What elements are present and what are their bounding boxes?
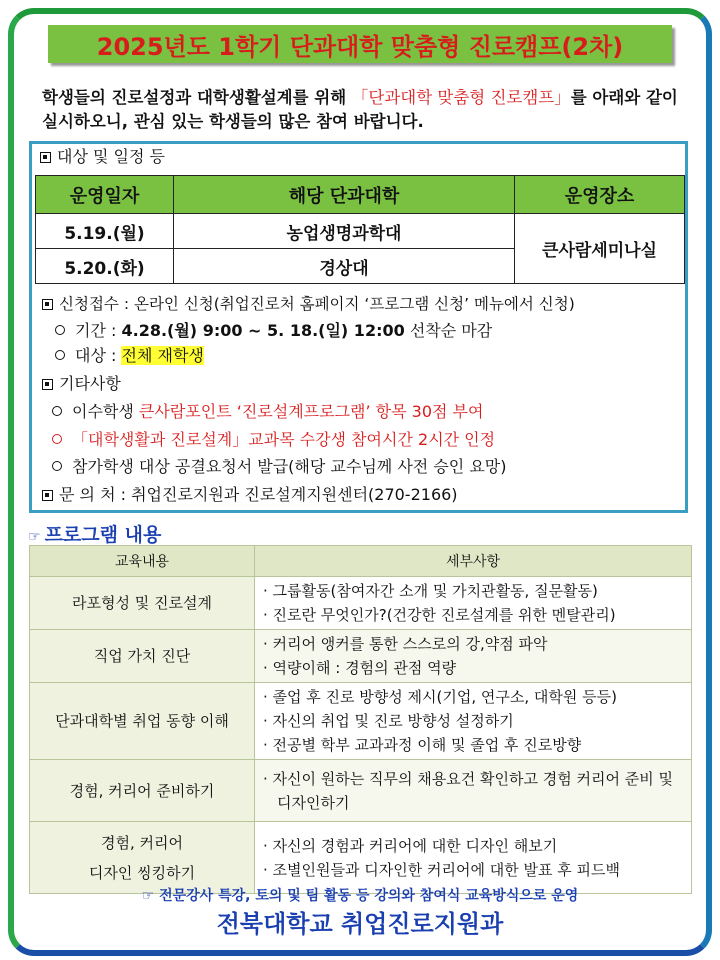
program-table — [29, 545, 692, 894]
detail-text: 전공별 학부 교과과정 이해 및 졸업 후 진로방향 — [272, 736, 582, 754]
pointing-hand-icon: ☞ — [28, 529, 41, 545]
topic-line: 디자인 씽킹하기 — [88, 863, 196, 882]
circle-bullet-icon — [55, 350, 65, 360]
program-topic: 직업 가치 진단 — [30, 630, 255, 683]
detail-text: 그룹활동(참여자간 소개 및 가치관활동, 질문활동) — [272, 582, 598, 600]
contact-line — [42, 484, 458, 506]
schedule-header-row — [36, 176, 685, 214]
program-header-row — [30, 546, 692, 577]
topic-line: 경험, 커리어 — [101, 833, 183, 852]
detail-text: 역량이해 : 경험의 관점 역량 — [272, 659, 457, 677]
etc-heading-label: 기타사항 — [59, 374, 121, 393]
apply-heading — [42, 293, 575, 315]
etc-item3-text: 참가학생 대상 공결요청서 발급(해당 교수님께 사전 승인 요망) — [72, 457, 507, 476]
schedule-college: 농업생명과학대 — [174, 214, 515, 249]
detail-item: · 조별인원들과 디자인한 커리어에 대한 발표 후 피드백 — [263, 860, 620, 879]
detail-item: · 그룹활동(참여자간 소개 및 가치관활동, 질문활동) — [263, 582, 598, 600]
schedule-date: 5.20.(화) — [36, 249, 174, 284]
program-details — [255, 822, 692, 894]
schedule-heading — [40, 146, 165, 168]
intro-paragraph — [42, 86, 682, 134]
program-topic: 경험, 커리어 준비하기 — [30, 760, 255, 822]
detail-item: · 자신의 취업 및 진로 방향성 설정하기 — [263, 712, 514, 730]
schedule-row — [36, 214, 685, 249]
detail-item: · 전공별 학부 교과과정 이해 및 졸업 후 진로방향 — [263, 736, 582, 754]
program-row — [30, 760, 692, 822]
target-label: 대상 : — [75, 346, 122, 365]
detail-text: 졸업 후 진로 방향성 제시(기업, 연구소, 대학원 등등) — [272, 688, 617, 706]
detail-item: · 진로란 무엇인가?(건강한 진로설계를 위한 멘탈관리) — [263, 606, 616, 624]
etc-item2-text: 「대학생활과 진로설계」교과목 수강생 참여시간 2시간 인정 — [72, 430, 496, 449]
detail-item: · 역량이해 : 경험의 관점 역량 — [263, 659, 457, 677]
detail-text: 자신의 경험과 커리어에 대한 디자인 해보기 — [272, 836, 558, 855]
square-bullet-icon — [40, 152, 51, 163]
detail-item: · 자신이 원하는 직무의 채용요건 확인하고 경험 커리어 준비 및 디자인하기 — [263, 769, 673, 812]
etc-heading — [42, 373, 121, 395]
program-topic — [30, 822, 255, 894]
program-heading-label: 프로그램 내용 — [44, 524, 162, 546]
circle-bullet-icon — [52, 434, 62, 444]
schedule-venue: 큰사람세미나실 — [515, 214, 685, 284]
detail-text: 자신이 원하는 직무의 채용요건 확인하고 경험 커리어 준비 및 디자인하기 — [272, 769, 673, 812]
detail-text: 자신의 취업 및 진로 방향성 설정하기 — [272, 712, 514, 730]
detail-text: 진로란 무엇인가?(건강한 진로설계를 위한 멘탈관리) — [272, 606, 616, 624]
detail-item: · 자신의 경험과 커리어에 대한 디자인 해보기 — [263, 836, 558, 855]
schedule-heading-label: 대상 및 일정 등 — [57, 147, 165, 166]
program-details — [255, 630, 692, 683]
etc-item1-prefix: 이수학생 — [72, 402, 139, 421]
schedule-college: 경상대 — [174, 249, 515, 284]
program-details — [255, 683, 692, 760]
circle-bullet-icon — [52, 461, 62, 471]
program-details — [255, 760, 692, 822]
square-bullet-icon — [42, 490, 53, 501]
program-row — [30, 577, 692, 630]
square-bullet-icon — [42, 299, 53, 310]
detail-item: · 졸업 후 진로 방향성 제시(기업, 연구소, 대학원 등등) — [263, 688, 617, 706]
circle-bullet-icon — [55, 325, 65, 335]
apply-heading-label: 신청접수 : 온라인 신청(취업진로처 홈페이지 ‘프로그램 신청’ 메뉴에서 신청) — [59, 295, 575, 313]
period-suffix: 선착순 마감 — [404, 321, 493, 340]
header-college: 해당 단과대학 — [174, 176, 515, 214]
program-row — [30, 822, 692, 894]
program-row — [30, 683, 692, 760]
header-details: 세부사항 — [255, 546, 692, 577]
apply-period — [55, 320, 492, 342]
intro-highlight: 「단과대학 맞춤형 진로캠프」 — [351, 88, 571, 107]
program-details — [255, 577, 692, 630]
etc-item-course — [52, 429, 495, 451]
footer-note-text: 전문강사 특강, 토의 및 팀 활동 등 강의와 참여식 교육방식으로 운영 — [159, 888, 579, 904]
program-heading — [28, 520, 161, 547]
schedule-table — [35, 175, 685, 284]
page-title: 2025년도 1학기 단과대학 맞춤형 진로캠프(2차) — [48, 25, 672, 63]
detail-text: 조별인원들과 디자인한 커리어에 대한 발표 후 피드백 — [272, 860, 620, 879]
etc-item1-highlight: 큰사람포인트 ‘진로설계프로그램’ 항목 30점 부여 — [138, 402, 484, 421]
etc-item-points — [52, 401, 483, 423]
program-row — [30, 630, 692, 683]
footer-org: 전북대학교 취업진로지원과 — [216, 910, 504, 938]
program-topic: 단과대학별 취업 동향 이해 — [30, 683, 255, 760]
contact-text: 문 의 처 : 취업진로지원과 진로설계지원센터(270-2166) — [59, 485, 458, 504]
square-bullet-icon — [42, 379, 53, 390]
program-topic: 라포형성 및 진로설계 — [30, 577, 255, 630]
header-date: 운영일자 — [36, 176, 174, 214]
intro-text-after: 를 아래와 같이 실시하오니, 관심 있는 학생들의 많은 참여 바랍니다. — [42, 88, 678, 131]
period-label: 기간 : — [75, 321, 122, 340]
schedule-date: 5.19.(월) — [36, 214, 174, 249]
circle-bullet-icon — [52, 406, 62, 416]
target-value: 전체 재학생 — [121, 346, 204, 365]
etc-item-absence — [52, 456, 507, 478]
detail-text: 커리어 앵커를 통한 스스로의 강,약점 파악 — [272, 635, 548, 653]
period-value: 4.28.(월) 9:00 ~ 5. 18.(일) 12:00 — [121, 321, 405, 340]
pointing-hand-icon: ☞ — [141, 888, 155, 904]
header-topic: 교육내용 — [30, 546, 255, 577]
header-venue: 운영장소 — [515, 176, 685, 214]
intro-text-before: 학생들의 진로설정과 대학생활설계를 위해 — [42, 88, 352, 107]
detail-item: · 커리어 앵커를 통한 스스로의 강,약점 파악 — [263, 635, 548, 653]
footer-note — [0, 885, 720, 905]
apply-target — [55, 345, 204, 367]
